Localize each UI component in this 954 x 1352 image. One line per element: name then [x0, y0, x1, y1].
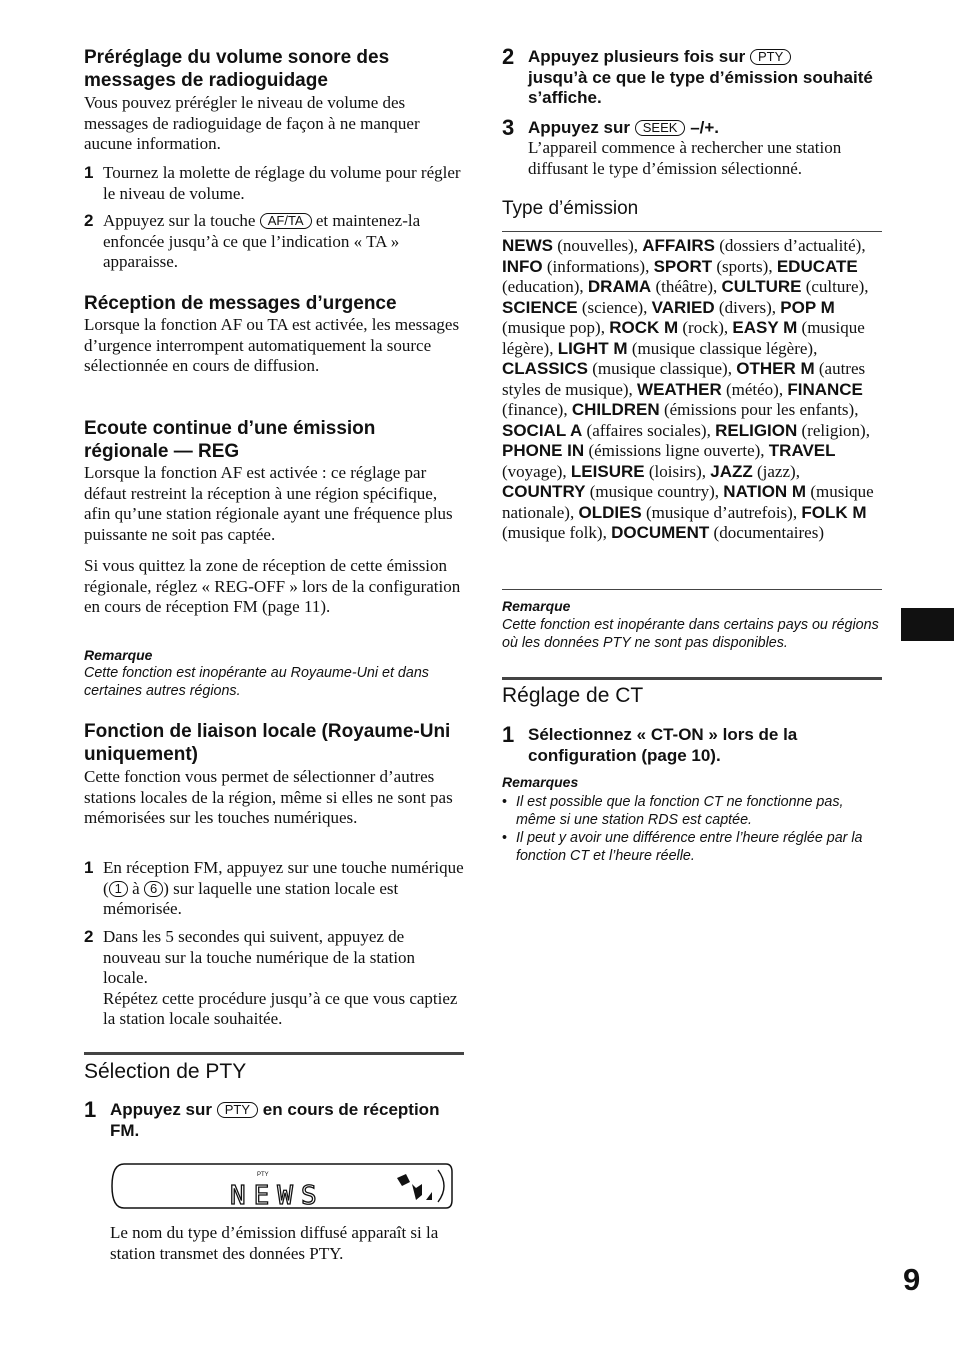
program-type-desc: (documentaires) — [709, 523, 824, 542]
program-type-desc: (religion) — [797, 420, 866, 440]
program-type-desc: (sports) — [712, 256, 769, 276]
program-type-code: EASY M — [732, 318, 798, 337]
paragraph-emergency: Lorsque la fonction AF ou TA est activée, les messages d’urgence interrompent automatiquement la source sélectionnée en cours de diffusion. — [84, 315, 460, 375]
section-tab-marker — [901, 608, 954, 641]
step-2-pty — [502, 44, 882, 109]
step-number: 1 — [84, 1097, 97, 1122]
program-type-code: CULTURE — [721, 277, 802, 296]
program-type-desc: (musique folk) — [502, 523, 603, 542]
program-type-item — [572, 400, 854, 419]
section-rule — [84, 1052, 464, 1055]
program-type-code: POP M — [780, 297, 835, 317]
program-type-item — [502, 359, 728, 378]
step-number: 3 — [502, 115, 515, 140]
program-type-code: JAZZ — [710, 461, 753, 481]
program-type-item — [609, 318, 724, 337]
program-type-item — [502, 482, 715, 501]
program-type-item — [502, 441, 760, 460]
program-type-desc: (émissions pour les enfants) — [659, 400, 855, 419]
step-1-volume — [84, 163, 464, 204]
program-type-desc: (musique d’autrefois) — [641, 502, 793, 522]
step-2-local-link — [84, 927, 464, 1030]
program-type-desc: (musique légère) — [502, 318, 865, 358]
program-type-code: RELIGION — [715, 420, 798, 440]
types-rule-bottom — [502, 589, 882, 590]
section-title-pty: Sélection de PTY — [84, 1060, 247, 1083]
ct-note-2: • Il peut y avoir une différence entre l’heure réglée par la fonction CT et l’heure réelle. — [502, 830, 863, 864]
program-type-code: NEWS — [502, 236, 553, 255]
program-type-desc: (émissions ligne ouverte) — [584, 441, 761, 460]
lcd-rds-icon — [397, 1170, 444, 1202]
program-type-desc: (musique pop) — [502, 318, 601, 337]
program-type-desc: (voyage) — [502, 461, 563, 481]
step-text: Appuyez sur PTY en cours de réception FM. — [110, 1100, 440, 1140]
step-3-pty — [502, 115, 882, 140]
program-type-code: VARIED — [651, 297, 715, 317]
section-rule — [502, 677, 882, 680]
step-text: En réception FM, appuyez sur une touche numérique ( 1 à 6 ) sur laquelle une station locale est mémorisée. — [103, 858, 464, 918]
program-type-code: SPORT — [653, 256, 713, 276]
pty-key: PTY — [217, 1102, 258, 1118]
program-type-item — [578, 503, 792, 522]
program-type-item — [502, 298, 643, 317]
lcd-display — [110, 1162, 454, 1210]
program-type-item — [710, 462, 795, 481]
step-1-ct — [502, 722, 882, 766]
program-type-desc: (divers) — [714, 297, 772, 317]
step-1-pty — [84, 1097, 464, 1141]
program-type-code: COUNTRY — [502, 482, 586, 501]
program-type-desc: (jazz) — [752, 461, 796, 481]
section-title-volume-preset: Préréglage du volume sonore des messages de radioguidage — [84, 47, 390, 91]
program-type-code: FINANCE — [787, 379, 863, 399]
step-number: 2 — [84, 927, 94, 946]
program-type-desc: (rock) — [678, 318, 724, 337]
program-type-item — [502, 421, 707, 440]
note-text-pty: Cette fonction est inopérante dans certains pays ou régions où les données PTY ne sont pas disponibles. — [502, 617, 879, 651]
program-type-item — [654, 257, 769, 276]
program-type-desc: (dossiers d’actualité) — [714, 236, 862, 255]
program-type-desc: (loisirs) — [644, 461, 702, 481]
program-type-code: CHILDREN — [571, 400, 660, 419]
ct-note-1: • Il est possible que la fonction CT ne fonctionne pas, même si une station RDS est captée. — [502, 794, 844, 828]
program-type-desc: (informations) — [542, 256, 646, 276]
program-type-item — [502, 257, 645, 276]
program-type-code: SCIENCE — [502, 297, 578, 317]
key-1: 1 — [109, 881, 128, 897]
note-title-reg: Remarque — [84, 647, 153, 663]
program-type-code: PHONE IN — [502, 441, 585, 460]
section-title-local-link: Fonction de liaison locale (Royaume-Uni uniquement) — [84, 721, 451, 765]
program-type-item — [611, 523, 824, 542]
section-title-reg: Ecoute continue d’une émission régionale — REG — [84, 418, 376, 462]
program-type-code: ROCK M — [609, 318, 679, 337]
lcd-text: NEWS — [230, 1181, 325, 1210]
lcd-pty-indicator: PTY — [257, 1172, 269, 1178]
program-types-list: NEWS (nouvelles), AFFAIRS (dossiers d’actualité), INFO (informations), SPORT (sports), EDUCATE (education), DRAMA (théâtre), CULTURE (culture), SCIENCE (science), VARIED (divers), POP M (musique pop), ROCK M (rock), EASY M (musique légère), LIGHT M (musique classique légère), CLASSICS (musique classique), OTHER M (autres styles de musique), WEATHER (météo), FINANCE (finance), CHILDREN (émissions pour les enfants), SOCIAL A (affaires sociales), RELIGION (religion), PHONE IN (émissions ligne ouverte), TRAVEL (voyage), LEISURE (loisirs), JAZZ (jazz), COUNTRY (musique country), NATION M (musique nationale), OLDIES (musique d’autrefois), FOLK M (musique folk), DOCUMENT (documentaires) — [502, 236, 874, 542]
program-type-desc: (nouvelles) — [553, 236, 634, 255]
paragraph-volume-intro: Vous pouvez prérégler le niveau de volume des messages de radioguidage de façon à ne manquer aucune information. — [84, 93, 420, 153]
program-type-item — [652, 298, 772, 317]
program-type-code: FOLK M — [801, 502, 867, 522]
step-3-description: L’appareil commence à rechercher une station diffusant le type d’émission sélectionné. — [528, 138, 842, 178]
step-1-local-link — [84, 858, 464, 920]
lcd-caption: Le nom du type d’émission diffusé apparaît si la station transmet des données PTY. — [110, 1223, 439, 1263]
section-title-ct: Réglage de CT — [502, 684, 644, 707]
program-type-item — [558, 339, 813, 358]
section-title-emergency: Réception de messages d’urgence — [84, 293, 397, 314]
step-text: Dans les 5 secondes qui suivent, appuyez de nouveau sur la touche numérique de la station locale. Répétez cette procédure jusqu’à ce que vous captiez la station locale souhaitée. — [103, 927, 458, 1028]
paragraph-reg-1: Lorsque la fonction AF est activée : ce réglage par défaut restreint la réception à une région spécifique, afin qu’une station régionale ayant une fréquence plus puissante ne soit pas captée. — [84, 463, 453, 544]
program-type-desc: (théâtre) — [651, 277, 714, 296]
program-type-desc: (musique country) — [585, 482, 715, 501]
bullet-dot: • — [502, 830, 508, 846]
program-type-code: EDUCATE — [776, 256, 858, 276]
af-ta-key: AF/TA — [260, 213, 312, 229]
program-type-desc: (finance) — [502, 400, 564, 419]
paragraph-reg-2: Si vous quittez la zone de réception de cette émission régionale, réglez « REG-OFF » lors de la configuration en cours de réception FM (page 11). — [84, 556, 461, 616]
program-type-desc: (musique classique) — [587, 359, 728, 378]
program-type-desc: (autres styles de musique) — [502, 359, 866, 399]
program-type-desc: (culture) — [801, 277, 865, 296]
step-text: Appuyez plusieurs fois sur PTY jusqu’à ce que le type d’émission souhaité s’affiche. — [528, 47, 873, 107]
program-type-code: DRAMA — [587, 277, 652, 296]
step-number: 2 — [502, 44, 515, 69]
note-text-reg: Cette fonction est inopérante au Royaume-Uni et dans certaines autres régions. — [84, 665, 429, 699]
notes-title-ct: Remarques — [502, 774, 579, 790]
types-rule-top — [502, 231, 882, 232]
step-2-volume — [84, 211, 464, 273]
program-type-desc: (musique nationale) — [502, 482, 874, 522]
program-type-code: AFFAIRS — [642, 236, 715, 255]
bullet-dot: • — [502, 794, 508, 810]
step-number: 2 — [84, 211, 94, 230]
program-type-item — [715, 421, 866, 440]
program-type-code: TRAVEL — [768, 441, 836, 460]
program-type-code: OTHER M — [736, 359, 815, 378]
program-type-code: NATION M — [723, 482, 807, 501]
program-type-desc: (affaires sociales) — [582, 420, 707, 440]
paragraph-local-link: Cette fonction vous permet de sélectionner d’autres stations locales de la région, même si elles ne sont pas mémorisées sur les touches numériques. — [84, 767, 453, 827]
step-text: Tournez la molette de réglage du volume pour régler le niveau de volume. — [103, 163, 461, 203]
program-type-item — [642, 236, 861, 255]
program-type-code: DOCUMENT — [611, 523, 710, 542]
program-type-item — [588, 277, 713, 296]
program-type-item — [571, 462, 702, 481]
pty-key: PTY — [750, 49, 791, 65]
step-number: 1 — [84, 858, 94, 877]
program-type-desc: (science) — [577, 297, 644, 317]
program-type-code: CLASSICS — [502, 359, 588, 378]
types-title: Type d’émission — [502, 198, 639, 219]
step-number: 1 — [502, 722, 515, 747]
program-type-code: LIGHT M — [557, 338, 628, 358]
step-text: Appuyez sur SEEK –/+. — [528, 118, 720, 137]
key-6: 6 — [144, 881, 163, 897]
step-text: Appuyez sur la touche AF/TA et maintenez-la enfoncée jusqu’à ce que l’indication « TA » apparaisse. — [103, 211, 421, 271]
program-type-code: OLDIES — [578, 502, 642, 522]
program-type-item — [722, 277, 865, 296]
program-type-desc: (météo) — [721, 379, 779, 399]
program-type-code: SOCIAL A — [502, 420, 583, 440]
note-title-pty: Remarque — [502, 598, 571, 614]
page-number: 9 — [903, 1262, 921, 1297]
step-text: Sélectionnez « CT-ON » lors de la configuration (page 10). — [528, 725, 798, 765]
program-type-desc: (musique classique légère) — [627, 338, 814, 358]
step-number: 1 — [84, 163, 94, 182]
program-type-item — [502, 236, 634, 255]
program-type-code: INFO — [502, 256, 543, 276]
program-type-code: WEATHER — [637, 379, 722, 399]
seek-key: SEEK — [635, 120, 686, 136]
program-type-desc: (education) — [502, 277, 580, 296]
program-type-code: LEISURE — [570, 461, 645, 481]
program-type-item — [637, 380, 779, 399]
